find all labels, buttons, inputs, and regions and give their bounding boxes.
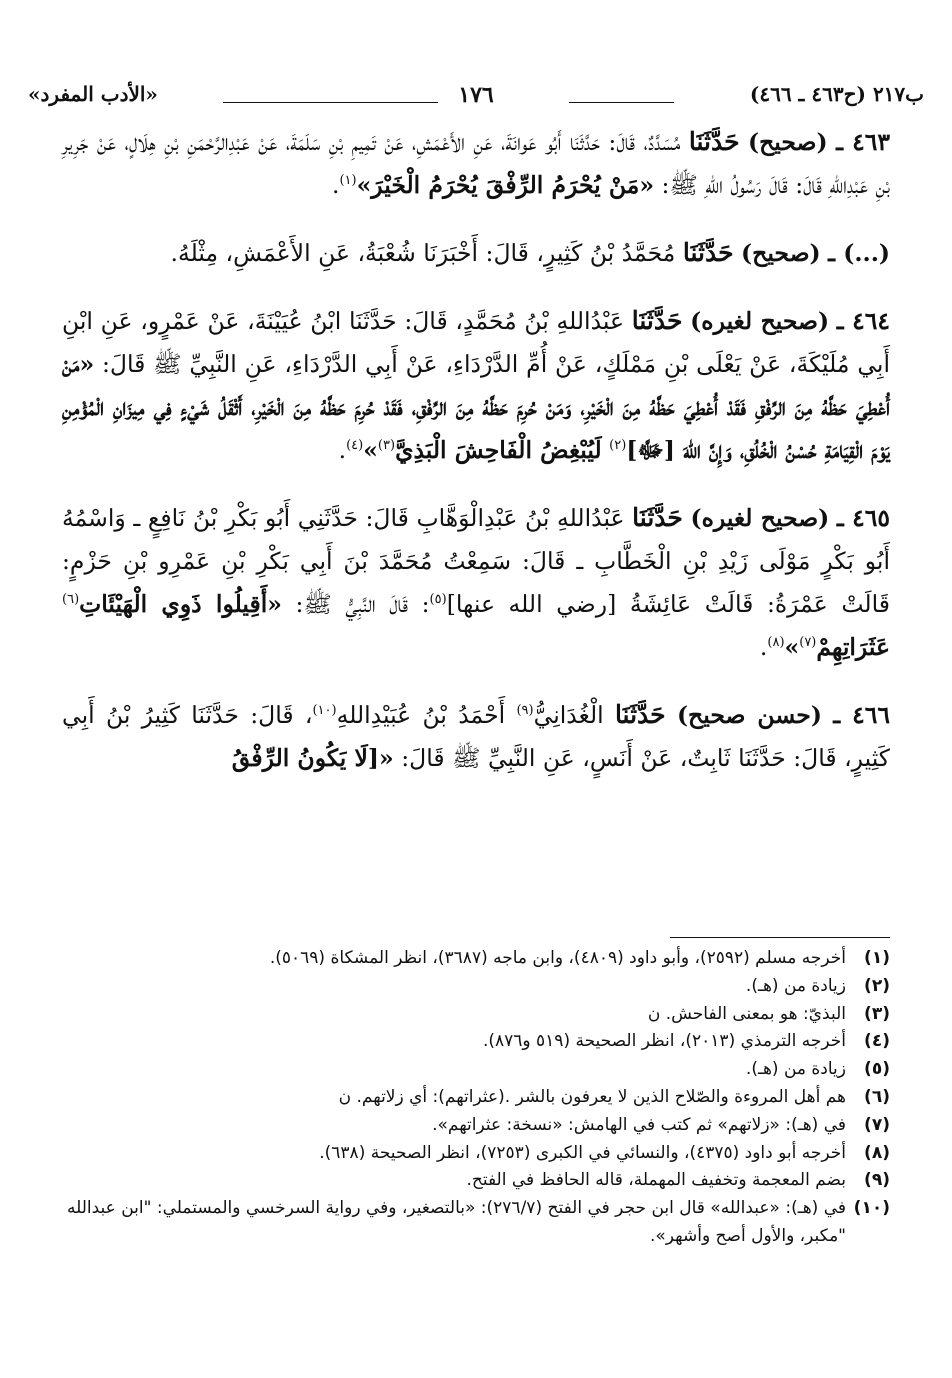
footnote-text: في (هـ): «عبدالله» قال ابن حجر في الفتح (٢٧٦/٧): «بالتصغير، وفي رواية السرخسي والمستملي: "ابن عبدالله "مكبر، والأول أصح وأشهر». [66, 1198, 846, 1246]
hadith-grade: (صحيح لغيره) [690, 504, 830, 532]
footnote-text: أخرجه الترمذي (٢٠١٣)، انظر الصحيحة (٥١٩ و٨٧٦). [482, 1031, 846, 1052]
matn-text: «[لَا يَكُونُ الرِّفْقُ [231, 744, 394, 772]
footnote-ref: (٣) [377, 438, 396, 454]
footnote-ref: (٧) [799, 635, 817, 651]
isnad-text-cont: ، قَالَ: حَدَّثَنَا كَثِيرُ بْنُ أَبِي كَثِيرٍ، قَالَ: حَدَّثَنَا ثَابِتٌ، عَنْ أَنَسٍ، عَنِ النَّبِيِّ ﷺ قَالَ: [62, 701, 890, 772]
footnote-ref: (١٠) [312, 703, 337, 719]
matn-text: «أَقِيلُوا ذَوِي الْهَيْئَاتِ [79, 590, 282, 618]
footnote-item [40, 1028, 890, 1056]
haddathana-word: حَدَّثَنَا [614, 700, 666, 729]
footnote-number: (٥) [864, 1059, 890, 1080]
hadith-number: (...) ـ [828, 239, 890, 267]
header-book-title: «الأدب المفرد» [28, 82, 158, 106]
running-header [28, 82, 924, 112]
footnote-ref: (٩) [516, 703, 534, 719]
isnad-text-cont: : قَالَ النَّبِيُّ ﷺ: [295, 590, 430, 618]
footnote-ref: (٨) [767, 635, 785, 651]
sentence-end: . [331, 171, 340, 199]
footnote-item [40, 1195, 890, 1251]
footnote-text: في (هـ): «زلاتهم» ثم كتب في الهامش: «نسخة: عثراتهم». [432, 1114, 846, 1135]
footnote-number: (٢) [864, 975, 890, 996]
isnad-text: مُحَمَّدُ بْنُ كَثِيرٍ، قَالَ: أَخْبَرَنَا شُعْبَةُ، عَنِ الأَعْمَشِ، مِثْلَهُ. [170, 239, 676, 267]
isnad-text: مُسَدَّدٌ، قَالَ: حَدَّثَنَا أَبُو عَوانَةَ، عَنِ الأَعْمَشِ، عَنْ تَمِيمِ بْنِ سَلَمَةَ، عَنْ عَبْدِالرَّحْمَنِ بْنِ هِلَالٍ، عَنْ جَرِيرِ بْنِ عَبْدِاللهِ قَالَ: قَالَ رَسُولُ اللهِ ﷺ: [62, 128, 890, 199]
footnote-number: (٣) [864, 1003, 890, 1024]
footnote-text: البذيّ: هو بمعنى الفاحش. ن [647, 1003, 846, 1024]
footnote-item [40, 1167, 890, 1195]
footnote-number: (٧) [864, 1114, 890, 1135]
footnote-item [40, 945, 890, 973]
footnote-text: زيادة من (هـ). [745, 975, 846, 996]
footnote-number: (١٠) [853, 1198, 890, 1219]
matn-close: » [784, 633, 800, 661]
footnote-text: بضم المعجمة وتخفيف المهملة، قاله الحافظ في الفتح. [466, 1170, 846, 1191]
haddathana-word: حَدَّثَنَا [631, 306, 683, 335]
footnote-item [40, 1112, 890, 1140]
isnad-text: عَبْدُاللهِ بْنُ مُحَمَّدٍ، قَالَ: حَدَّثَنَا ابْنُ عُيَيْنَةَ، عَنْ عَمْرٍو، عَنِ ابْنِ أَبِي مُلَيْكَةَ، عَنْ يَعْلَى بْنِ مَمْلَكٍ، عَنْ أُمِّ الدَّرْدَاءِ، عَنْ أَبِي الدَّرْدَاءِ، عَنِ النَّبِيِّ ﷺ قَالَ: [62, 307, 890, 378]
footnote-item [40, 1001, 890, 1029]
hadith-466 [62, 693, 890, 780]
footnote-number: (٩) [864, 1170, 890, 1191]
footnote-number: (٨) [864, 1142, 890, 1163]
footnotes [40, 945, 890, 1251]
matn-text-cont: لَيُبْغِضُ الْفَاحِشَ الْبَذِيَّ [395, 436, 602, 464]
footnote-ref: (٢) [609, 438, 627, 454]
hadith-grade: (صحيح) [748, 128, 828, 156]
matn-close: » [363, 436, 378, 464]
footnote-item [40, 973, 890, 1001]
footnote-item [40, 1140, 890, 1168]
footnote-text: هم أهل المروءة والصّلاح الذين لا يعرفون بالشر .(عثراتهم): أي زلاتهم. ن [338, 1086, 846, 1107]
hadith-grade: (صحيح لغيره) [690, 307, 830, 335]
hadith-grade: (حسن صحيح) [676, 701, 822, 729]
sentence-end: . [338, 436, 347, 464]
footnote-item [40, 1084, 890, 1112]
footnote-number: (٦) [864, 1086, 890, 1107]
isnad-text-cont: أَحْمَدُ بْنُ عُبَيْدِاللهِ [336, 701, 506, 729]
hadith-463-variant [62, 231, 890, 275]
matn-text: «مَنْ أُعْطِيَ حَظَّهُ مِنَ الرِّفْقِ فَقَدْ أُعْطِيَ حَظَّهُ مِنَ الْخَيْرِ، وَمَنْ حُرِمَ حَظَّهُ مِنَ الرِّفْقِ، فَقَدْ حُرِمَ حَظَّهُ مِنَ الْخَيْرِ، أَثْقَلُ شَيْءٍ فِي مِيزَانِ الْمُؤْمِنِ يَوْمَ الْقِيَامَةِ حُسْنُ الْخُلُقِ، وَإِنَّ اللهَ [ﷻ] [62, 350, 890, 464]
haddathana-word: حَدَّثَنَا [682, 238, 734, 267]
hadith-number: ٤٦٦ ـ [833, 701, 890, 729]
footnote-ref: (٥) [429, 592, 447, 608]
footnote-separator [670, 937, 890, 938]
header-hadith-range: ب٢١٧ (ح٤٦٣ ـ ٤٦٦) [749, 82, 924, 106]
footnote-number: (٤) [864, 1031, 890, 1052]
footnote-ref: (١) [339, 173, 357, 189]
footnote-ref: (٤) [346, 438, 364, 454]
footnote-text: أخرجه أبو داود (٤٣٧٥)، والنسائي في الكبرى (٧٢٥٣)، انظر الصحيحة (٦٣٨). [319, 1142, 846, 1163]
matn-text: «مَنْ يُحْرَمُ الرِّفْقَ يُحْرَمُ الْخَيْرَ» [356, 171, 655, 199]
footnote-text: زيادة من (هـ). [745, 1059, 846, 1080]
hadith-463 [62, 120, 890, 207]
footnote-item [40, 1056, 890, 1084]
footnote-number: (١) [864, 948, 890, 968]
hadith-number: ٤٦٣ ـ [836, 128, 890, 156]
matn-text-cont: عَثَرَاتِهِمْ [816, 633, 890, 661]
hadith-number: ٤٦٥ ـ [836, 504, 890, 532]
main-text [62, 120, 890, 804]
haddathana-word: حَدَّثَنَا [632, 503, 683, 532]
page-number: ١٧٦ [458, 82, 494, 108]
hadith-465 [62, 496, 890, 669]
hadith-number: ٤٦٤ ـ [836, 307, 890, 335]
isnad-text: الْغُدَانِيُّ [533, 701, 604, 729]
footnote-ref: (٦) [62, 592, 80, 608]
footnote-text: أخرجه مسلم (٢٥٩٢)، وأبو داود (٤٨٠٩)، وابن ماجه (٣٦٨٧)، انظر المشكاة (٥٠٦٩). [269, 948, 846, 968]
hadith-464 [62, 299, 890, 472]
isnad-text: عَبْدُاللهِ بْنُ عَبْدِالْوَهَّابِ قَالَ: حَدَّثَنِي أَبُو بَكْرِ بْنُ نَافِعٍ ـ وَاسْمُهُ أَبُو بَكْرٍ مَوْلَى زَيْدِ بْنِ الْخَطَّابِ ـ قَالَ: سَمِعْتُ مُحَمَّدَ بْنَ أَبِي بَكْرِ بْنِ عَمْرِو بْنِ حَزْمٍ: قَالَتْ عَمْرَةُ: قَالَتْ عَائِشَةُ [رضي الله عنها] [62, 504, 890, 618]
haddathana-word: حَدَّثَنَا [688, 127, 740, 156]
hadith-grade: (صحيح) [741, 239, 821, 267]
sentence-end: . [759, 633, 768, 661]
header-rule-left [223, 102, 438, 103]
